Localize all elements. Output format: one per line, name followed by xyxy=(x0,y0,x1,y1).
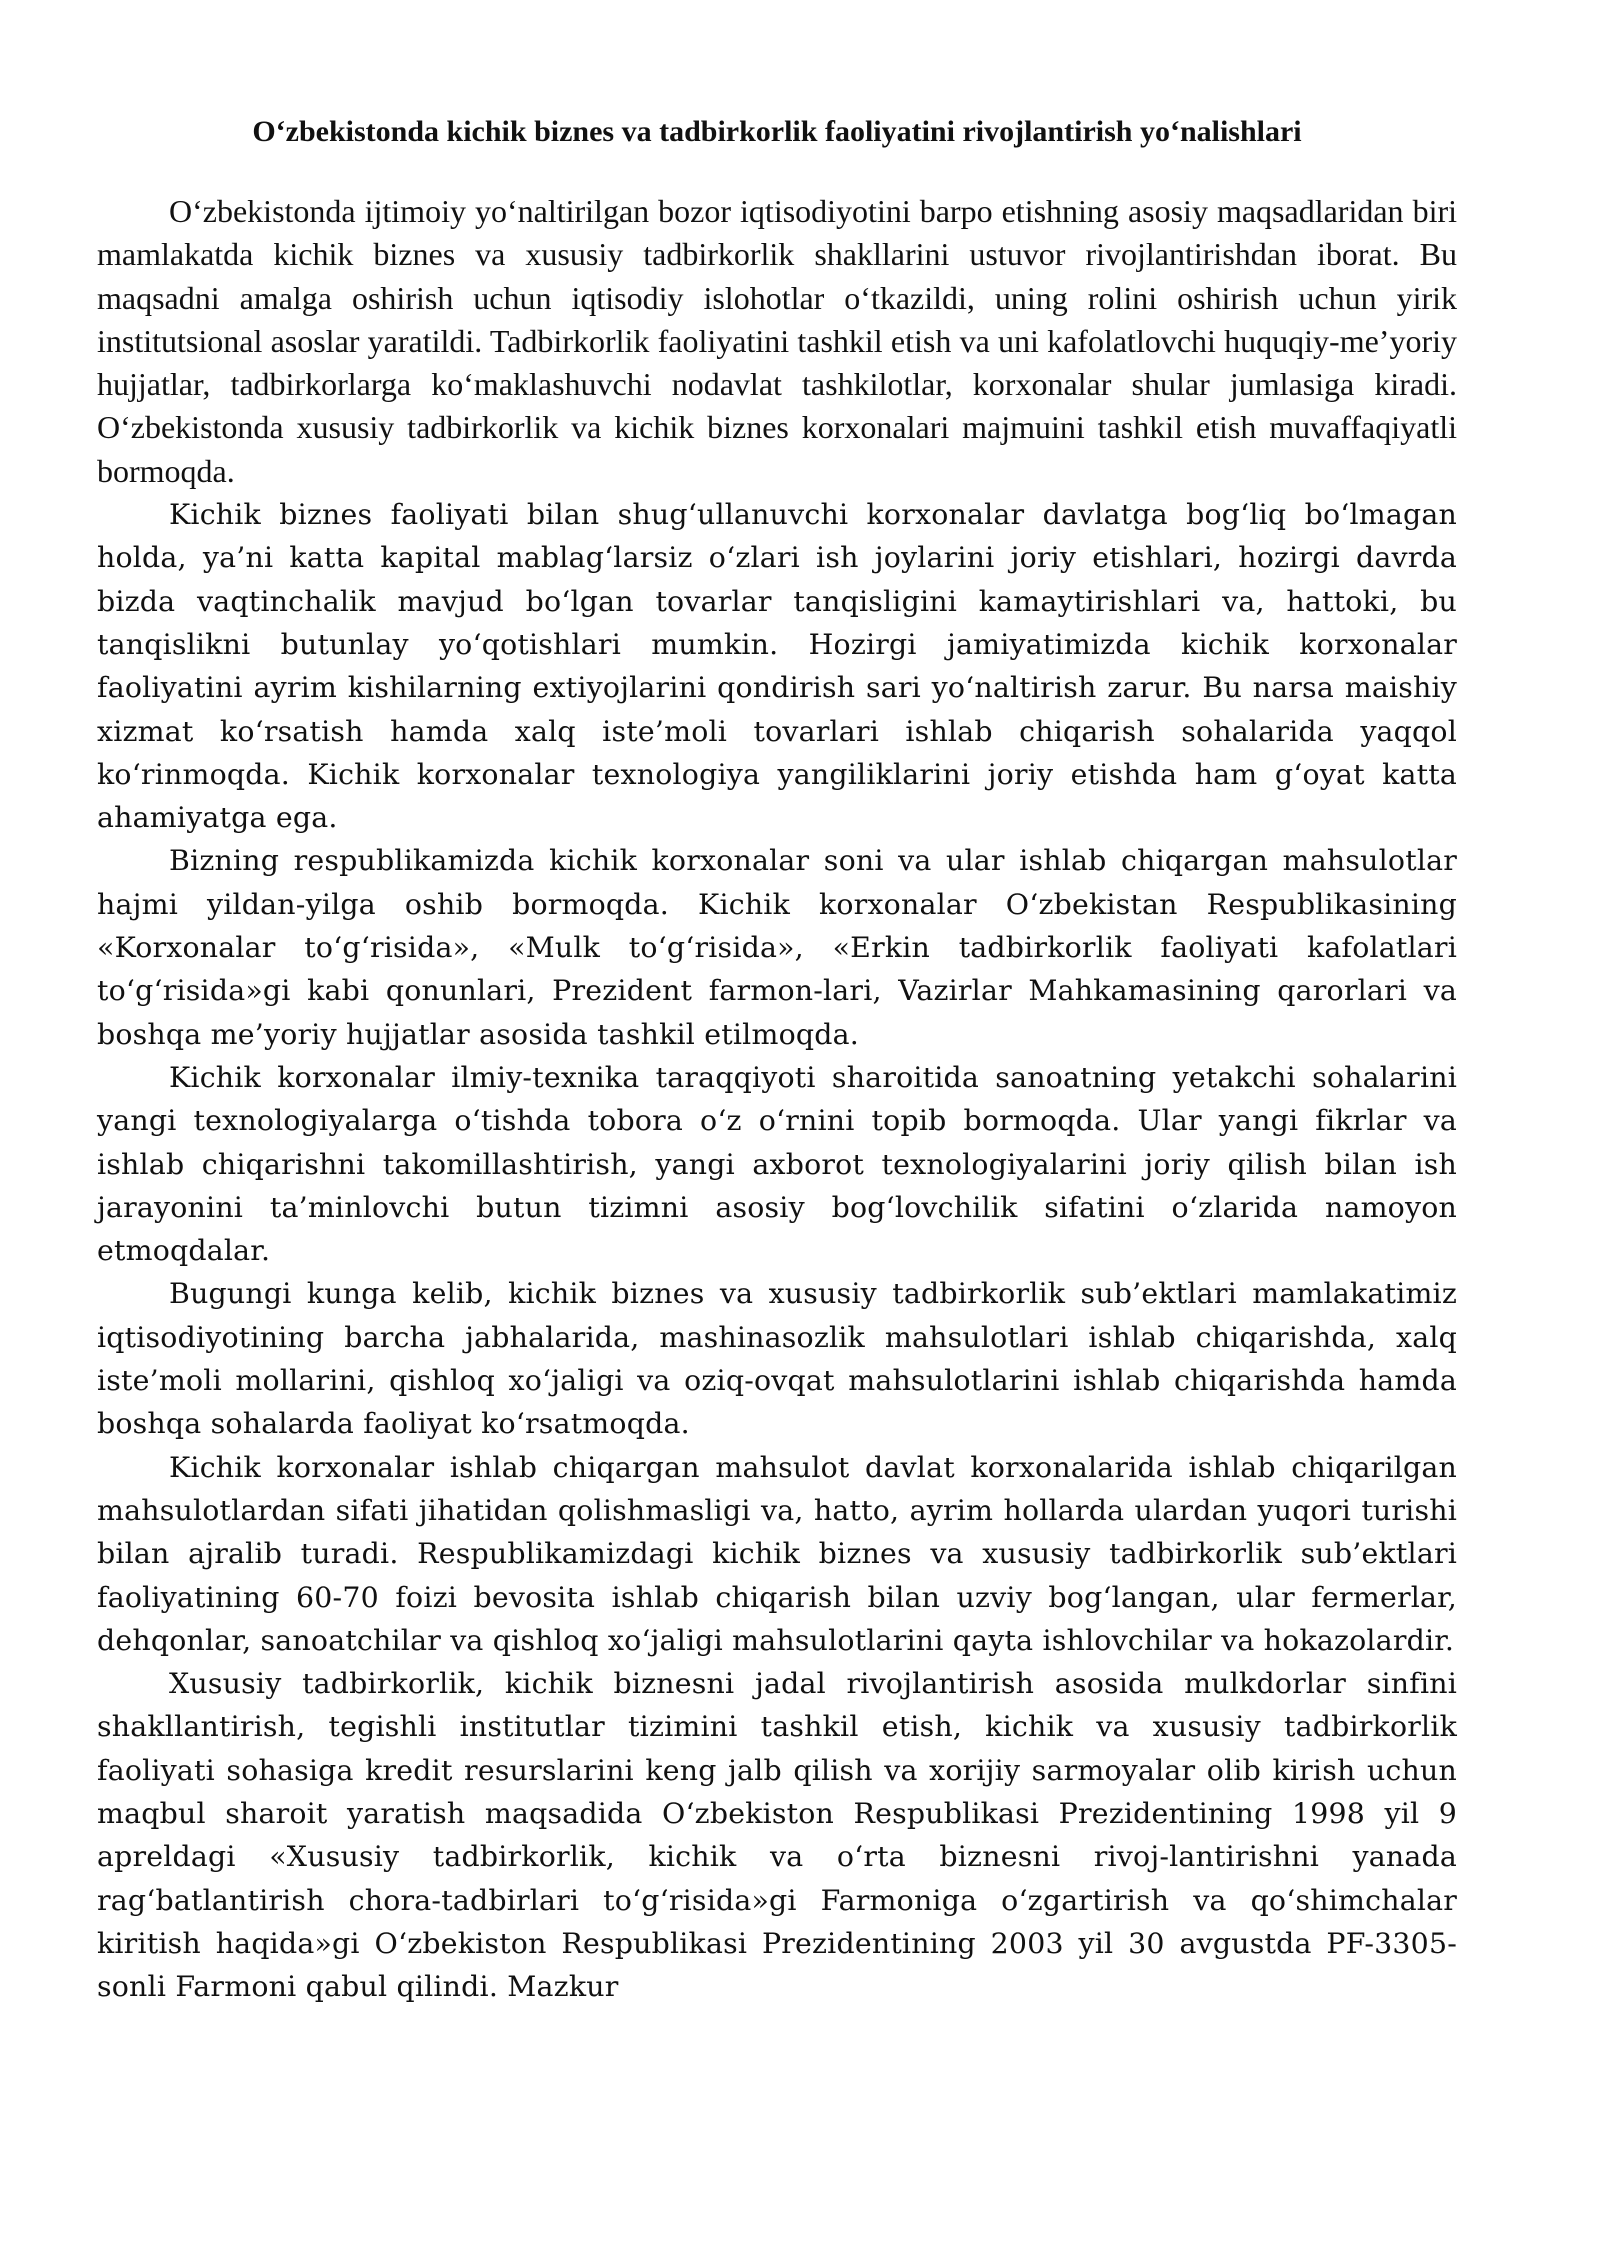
paragraph-7: Xususiy tadbirkorlik, kichik biznesni jadal rivojlantirish asosida mulkdorlar sinfini shakllantirish, tegishli institutlar tizimini tashkil etish, kichik va xususiy tadbirkorlik faoliyati sohasiga kredit resurslarini keng jalb qilish va xorijiy sarmoyalar olib kirish uchun maqbul sharoit yaratish maqsadida O‘zbekiston Respublikasi Prezidentining 1998 yil 9 apreldagi «Xususiy tadbirkorlik, kichik va o‘rta biznesni rivoj-lantirishni yanada rag‘batlantirish chora-tadbirlari to‘g‘risida»gi Farmoniga o‘zgartirish va qo‘shimchalar kiritish haqida»gi O‘zbekiston Respublikasi Prezidentining 2003 yil 30 avgustda PF-3305-sonli Farmoni qabul qilindi. Mazkur xyxy=(97,1667,1457,2004)
document-title: O‘zbekistonda kichik biznes va tadbirkorlik faoliyatini rivojlantirish yo‘nalishlari xyxy=(252,115,1302,148)
paragraph-6: Kichik korxonalar ishlab chiqargan mahsulot davlat korxonalarida ishlab chiqarilgan mahsulotlardan sifati jihatidan qolishmasligi va, hatto, ayrim hollarda ulardan yuqori turishi bilan ajralib turadi. Respublikamizdagi kichik biznes va xususiy tadbirkorlik sub’ektlari faoliyatining 60-70 foizi bevosita ishlab chiqarish bilan uzviy bog‘langan, ular fermerlar, dehqonlar, sanoatchilar va qishloq xo‘jaligi mahsulotlarini qayta ishlovchilar va hokazolardir. xyxy=(97,1450,1457,1657)
paragraph-3: Bizning respublikamizda kichik korxonalar soni va ular ishlab chiqargan mahsulotlar hajmi yildan-yilga oshib bormoqda. Kichik korxonalar O‘zbekistan Respublikasining «Korxonalar to‘g‘risida», «Mulk to‘g‘risida», «Erkin tadbirkorlik faoliyati kafolatlari to‘g‘risida»gi kabi qonunlari, Prezident farmon-lari, Vazirlar Mahkamasining qarorlari va boshqa me’yoriy hujjatlar asosida tashkil etilmoqda. xyxy=(97,844,1457,1051)
paragraph-1: O‘zbekistonda ijtimoiy yo‘naltirilgan bozor iqtisodiyotini barpo etishning asosiy maqsadlaridan biri mamlakatda kichik biznes va xususiy tadbirkorlik shakllarini ustuvor rivojlantirishdan iborat. Bu maqsadni amalga oshirish uchun iqtisodiy islohotlar o‘tkazildi, uning rolini oshirish uchun yirik institutsional asoslar yaratildi. Tadbirkorlik faoliyatini tashkil etish va uni kafolatlovchi huquqiy-me’yoriy hujjatlar, tadbirkorlarga ko‘maklashuvchi nodavlat tashkilotlar, korxonalar shular jumlasiga kiradi. O‘zbekistonda xususiy tadbirkorlik va kichik biznes korxonalari majmuini tashkil etish muvaffaqiyatli bormoqda. xyxy=(97,193,1457,489)
paragraph-2: Kichik biznes faoliyati bilan shug‘ullanuvchi korxonalar davlatga bog‘liq bo‘lmagan holda, ya’ni katta kapital mablag‘larsiz o‘zlari ish joylarini joriy etishlari, hozirgi davrda bizda vaqtinchalik mavjud bo‘lgan tovarlar tanqisligini kamaytirishlari va, hattoki, bu tanqislikni butunlay yo‘qotishlari mumkin. Hozirgi jamiyatimizda kichik korxonalar faoliyatini ayrim kishilarning extiyojlarini qondirish sari yo‘naltirish zarur. Bu narsa maishiy xizmat ko‘rsatish hamda xalq iste’moli tovarlari ishlab chiqarish sohalarida yaqqol ko‘rinmoqda. Kichik korxonalar texnologiya yangiliklarini joriy etishda ham g‘oyat katta ahamiyatga ega. xyxy=(97,498,1457,835)
document-page xyxy=(97,112,1457,2008)
paragraph-4: Kichik korxonalar ilmiy-texnika taraqqiyoti sharoitida sanoatning yetakchi sohalarini yangi texnologiyalarga o‘tishda tobora o‘z o‘rnini topib bormoqda. Ular yangi fikrlar va ishlab chiqarishni takomillashtirish, yangi axborot texnologiyalarini joriy qilish bilan ish jarayonini ta’minlovchi butun tizimni asosiy bog‘lovchilik sifatini o‘zlarida namoyon etmoqdalar. xyxy=(97,1060,1457,1268)
paragraph-5: Bugungi kunga kelib, kichik biznes va xususiy tadbirkorlik sub’ektlari mamlakatimiz iqtisodiyotining barcha jabhalarida, mashinasozlik mahsulotlari ishlab chiqarishda, xalq iste’moli mollarini, qishloq xo‘jaligi va oziq-ovqat mahsulotlarini ishlab chiqarishda hamda boshqa sohalarda faoliyat ko‘rsatmoqda. xyxy=(97,1277,1457,1441)
